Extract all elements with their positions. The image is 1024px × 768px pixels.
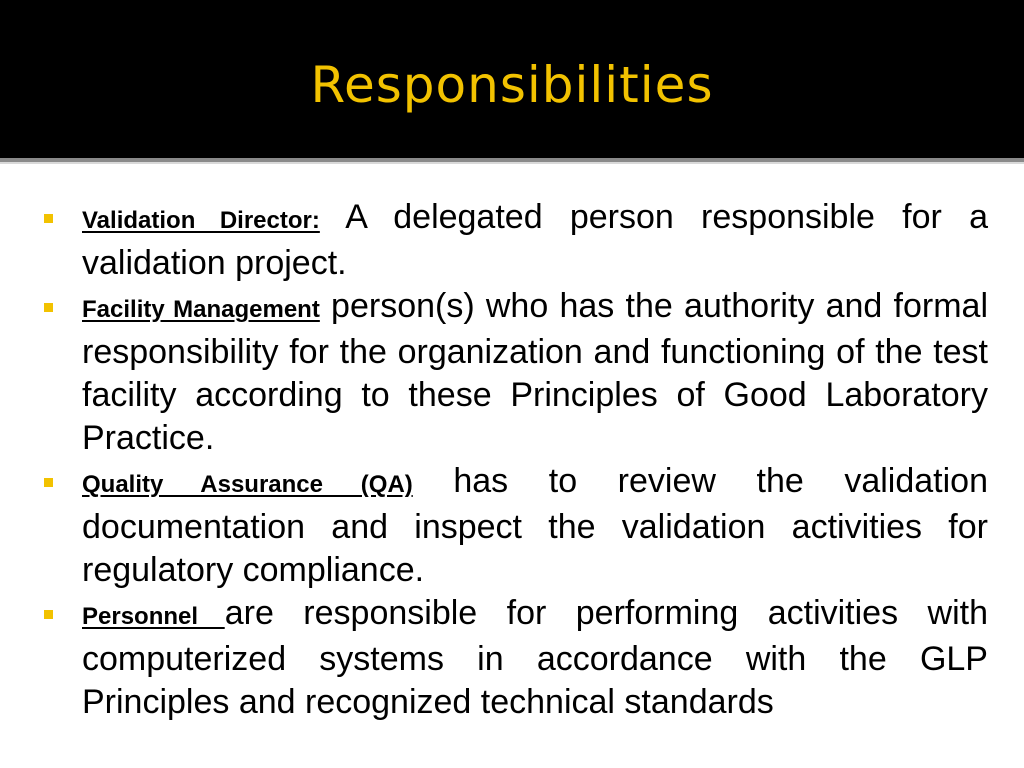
bullet-text: has to review the validation documentation and inspect the validation activities for regulatory compliance. (82, 462, 988, 589)
bullet-item-validation-director (40, 196, 988, 285)
bullet-text: are responsible for performing activities with computerized systems in accordance with the GLP Principles and recognized technical standards (82, 594, 988, 721)
slide-content (40, 196, 988, 724)
slide-title: Responsibilities (310, 56, 714, 114)
bullet-term: Personnel (82, 603, 225, 630)
bullet-text: A delegated person responsible for a validation project. (82, 198, 988, 282)
title-divider-light (0, 162, 1024, 164)
bullet-list (40, 196, 988, 724)
bullet-term: Facility Management (82, 296, 320, 323)
square-bullet-icon (44, 610, 53, 619)
bullet-item-personnel (40, 592, 988, 724)
square-bullet-icon (44, 214, 53, 223)
bullet-term: Quality Assurance (QA) (82, 471, 413, 498)
square-bullet-icon (44, 478, 53, 487)
bullet-text: person(s) who has the authority and formal responsibility for the organization and functioning of the test facility according to these Principles of Good Laboratory Practice. (82, 287, 989, 457)
bullet-term: Validation Director: (82, 207, 320, 234)
title-bar (0, 0, 1024, 158)
square-bullet-icon (44, 303, 53, 312)
bullet-item-facility-management (40, 285, 988, 460)
bullet-item-quality-assurance (40, 460, 988, 592)
